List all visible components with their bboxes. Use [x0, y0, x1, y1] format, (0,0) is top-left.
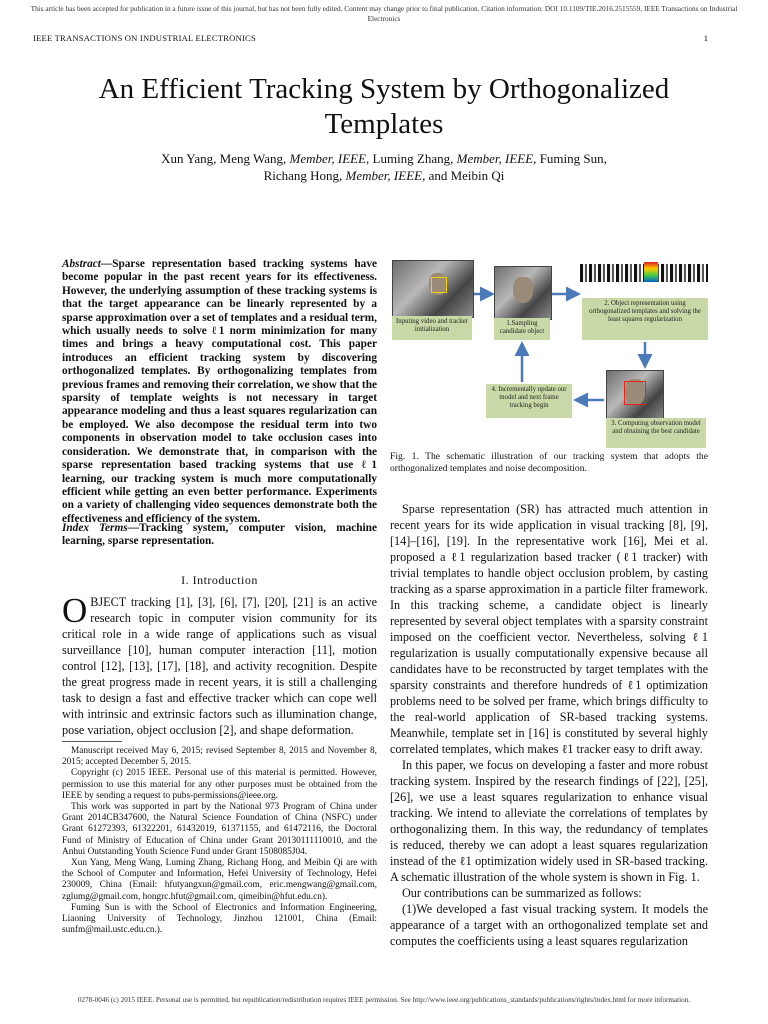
figure-arrows	[390, 258, 710, 448]
copyright-footer: 0278-0046 (c) 2015 IEEE. Personal use is permitted, but republication/redistribution requires IEEE permission. See http://www.ieee.org/publications_standards/publications/rights/index.html for more information.	[77, 996, 691, 1004]
representation-box: 2. Object representation using orthogonalized templates and solving the least squares regularization	[582, 298, 708, 340]
author-list	[80, 150, 688, 184]
paragraph: Our contributions can be summarized as follows:	[402, 886, 642, 900]
page-number: 1	[703, 33, 708, 43]
abstract-label: Abstract	[62, 258, 101, 270]
author-text: Luming Zhang,	[369, 151, 457, 166]
observation-box: 3. Computing observation model and obtaining the best candidate	[606, 418, 706, 448]
footnote-rule	[62, 741, 122, 742]
author-membership: Member, IEEE,	[345, 168, 426, 183]
figure-caption: Fig. 1. The schematic illustration of our tracking system that adopts the orthogonalized templates and noise decomposition.	[390, 451, 708, 474]
right-column-text	[390, 501, 708, 949]
figure-1	[390, 258, 710, 448]
paragraph: Sparse representation (SR) has attracted much attention in recent years for its wide application in visual tracking [8], [9], [14]–[16], [19]. In the representative work [16], Mei et al. proposed a ℓ1 regularization based tracker (ℓ1 tracker) with trivial templates to handle object occlusion problem, by casting tracking as a sparse approximation in a particle filter framework. In this tracking scheme, a candidate object is linearly represented by several object templates with a sparsity constraint imposed on the coefficient vector. Nevertheless, solving ℓ1 regularization is usually computationally expensive because all candidates have to be reconstructed by target templates with the sparsity constraints and therefore hundreds of ℓ1 optimization problems need to be solved per frame, which brings difficulty to the real-world application of SR-based tracking systems. Meanwhile, template set in [16] is constituted by several highly correlated templates, which makes ℓ1 tracker easy to drift away.	[390, 502, 708, 756]
sampling-box: 1.Sampling candidate object	[494, 318, 550, 340]
intro-text: BJECT tracking [1], [3], [6], [7], [20], [21] is an active research topic in computer vision community for its critical role in a wide range of applications such as visual surveillance [10], human computer interaction [11], motion control [12], [13], [17], [18], and activity recognition. Despite the great progress made in recent years, it is still a challenging task to design a fast and effective tracker which can cope well with intrinsic and extrinsic factors such as illumination change, pose variation, object occlusion [2], and shape deformation.	[62, 595, 377, 737]
abstract	[62, 258, 377, 526]
footnote: Xun Yang, Meng Wang, Luming Zhang, Richang Hong, and Meibin Qi are with the School of Computer and Information, Hefei University of Technology, Hefei 230009, China (Email: hfutyangxun@gmail.com, eric.mengwang@gmail.com, zglumg@gmail.com, hongrc.hfut@gmail.com, qimeibin@hfut.edu.cn).	[62, 858, 377, 902]
intro-paragraph	[62, 591, 377, 738]
footnote: Copyright (c) 2015 IEEE. Personal use of this material is permitted. However, permission to use this material for any other purposes must be obtained from the IEEE by sending a request to pubs-permissions@ieee.org.	[62, 768, 377, 801]
running-head: IEEE TRANSACTIONS ON INDUSTRIAL ELECTRONICS	[33, 33, 256, 43]
section-heading: I. Introduction	[181, 573, 258, 587]
footnotes	[62, 746, 377, 936]
paper-title: An Efficient Tracking System by Orthogonalized Templates	[98, 73, 670, 140]
publication-notice: This article has been accepted for publication in a future issue of this journal, but has not been fully edited. Content may change prior to final publication. Citation information: DOI 10.1109/TIE.2016.2515559, IEEE Transactions on Industrial Electronics	[30, 4, 738, 23]
index-terms-text: —Tracking system, computer vision, machine learning, sparse representation.	[62, 522, 377, 548]
index-terms-label: Index Terms	[62, 522, 128, 534]
author-text: and Meibin Qi	[425, 168, 505, 183]
input-box: Inputing video and tracker initialization	[392, 316, 472, 340]
index-terms	[62, 522, 377, 549]
update-box: 4. Incrementally update our model and next frame tracking begin	[486, 384, 572, 418]
author-text: Fuming Sun,	[536, 151, 607, 166]
author-text: Richang Hong,	[263, 168, 346, 183]
footnote: Manuscript received May 6, 2015; revised September 8, 2015 and November 8, 2015; accepted December 5, 2015.	[62, 746, 377, 768]
author-membership: Member, IEEE,	[456, 151, 537, 166]
footnote: This work was supported in part by the National 973 Program of China under Grant 2014CB347600, the Natural Science Foundation of China (NSFC) under Grant 61272393, 61322201, 61432019, 61371155, and 61472116, the Doctoral Fund of Ministry of Education of China under Grant 20130111110010, and the Anhui Outstanding Youth Science Fund under Grant 1508085J04.	[62, 802, 377, 857]
author-text: Xun Yang, Meng Wang,	[161, 151, 290, 166]
footnote: Fuming Sun is with the School of Electronics and Information Engineering, Liaoning University of Technology, Jinzhou 121001, China (Email: sunfm@mail.ustc.edu.cn.).	[62, 902, 377, 936]
abstract-text: —Sparse representation based tracking systems have become popular in the past recent years for its effectiveness. However, the underlying assumption of these tracking systems is that the target appearance can be linearly represented by a sparse approximation over a set of templates and a residual term, which usually needs to solve ℓ1 norm minimization for many times and brings a heavy computational cost. This paper introduces an efficient tracking system by discovering orthogonalized templates. By orthogonalizing templates from previous frames and removing their correlation, we show that the sparsity of template weights is not necessary in target appearance modeling and thus a least squares regularization can be employed. We also decompose the residual term into two components in observation model to take occlusion cases into consideration. We demonstrate that, in comparison with the sparse representation based tracking systems that use ℓ1 learning, our tracking system is much more computationally efficient while getting an even better performance. Experiments on a variety of challenging video sequences demonstrate both the effectiveness and efficiency of the system.	[62, 258, 377, 525]
paragraph: In this paper, we focus on developing a faster and more robust tracking system. Inspired by the research findings of [22], [25], [26], we use a least squares regularization to enhance visual tracking. We intend to alleviate the correlations of templates by orthogonalizing them. In this way, the redundancy of templates is reduced, thereby we can adopt a least squares regularization instead of the ℓ1 optimization widely used in SR-based tracking. A schematic illustration of the whole system is shown in Fig. 1.	[390, 758, 708, 884]
drop-cap: O	[62, 591, 88, 630]
paragraph: (1)We developed a fast visual tracking system. It models the appearance of a target with an orthogonalized template set and computes the coefficients using a least squares regularization	[390, 902, 708, 948]
author-membership: Member, IEEE,	[289, 151, 370, 166]
